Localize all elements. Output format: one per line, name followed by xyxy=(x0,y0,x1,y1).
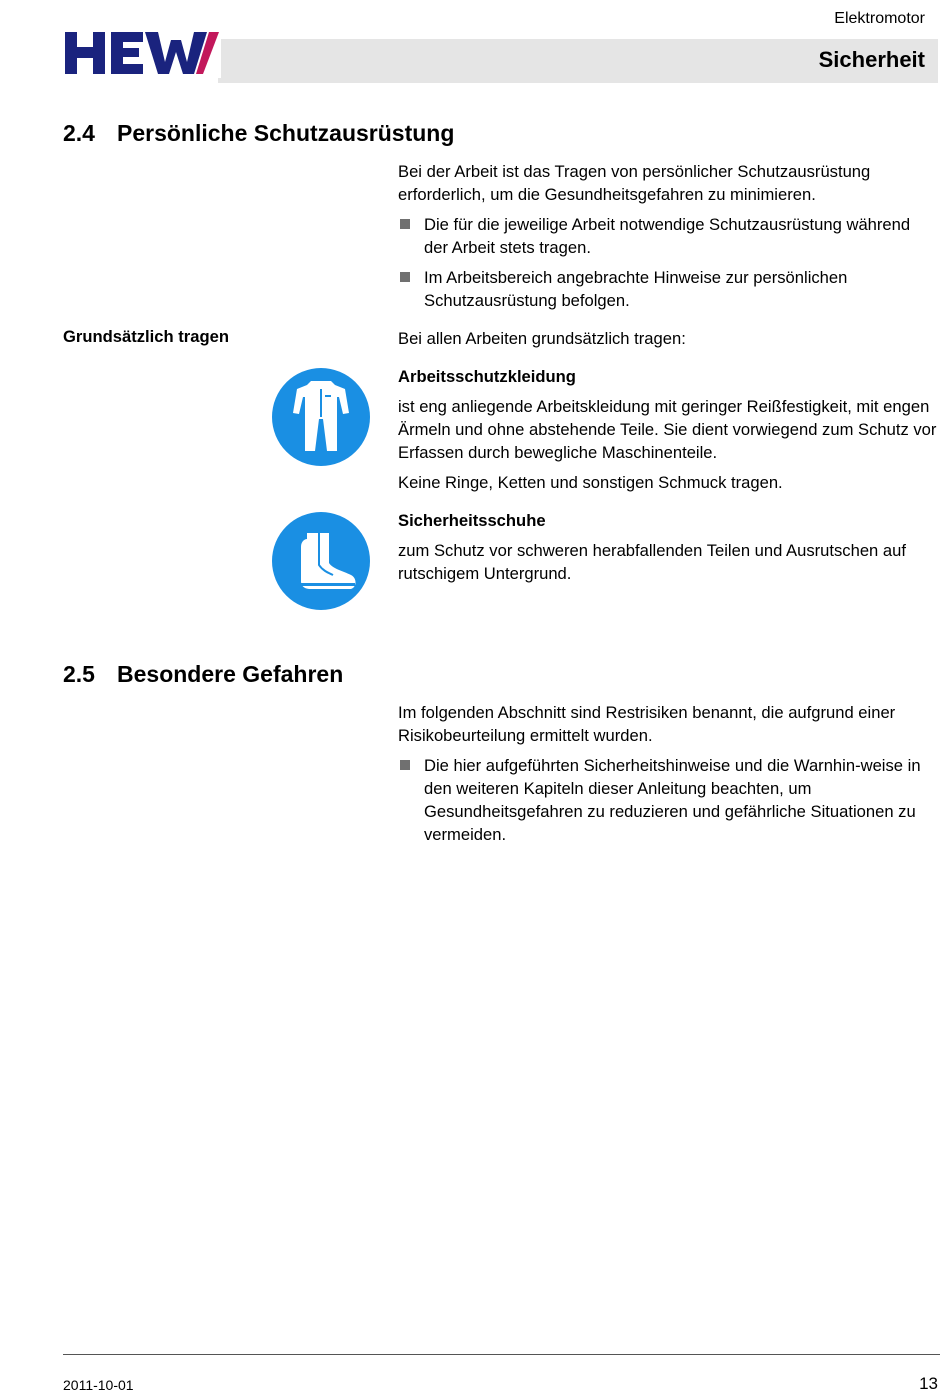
section-2-5-body xyxy=(398,701,938,853)
section-2-4-body xyxy=(398,160,938,319)
hew-logo xyxy=(63,28,221,78)
section-title: Besondere Gefahren xyxy=(117,661,344,687)
bullet-item: Die hier aufgeführten Sicherheitshinweise und die Warnhin-weise in den weiteren Kapiteln dieser Anleitung beachten, um Gesundheitsgefahren zu reduzieren und gefährliche Situationen zu vermeiden. xyxy=(398,754,938,846)
page-number: 13 xyxy=(919,1374,938,1393)
section-number: 2.4 xyxy=(63,120,95,146)
footer-divider xyxy=(63,1354,940,1355)
item-text: zum Schutz vor schweren herabfallenden Teilen und Ausrutschen auf rutschigem Untergrund. xyxy=(398,541,906,583)
bullet-item: Die für die jeweilige Arbeit notwendige Schutzausrüstung während der Arbeit stets tragen. xyxy=(398,213,938,259)
always-wear-intro: Bei allen Arbeiten grundsätzlich tragen: xyxy=(398,329,686,348)
section-number: 2.5 xyxy=(63,661,95,687)
section-heading-2-5 xyxy=(63,661,343,688)
protective-clothing-icon xyxy=(271,367,371,467)
intro-paragraph: Bei der Arbeit ist das Tragen von persönlicher Schutzausrüstung erforderlich, um die Gesundheitsgefahren zu minimieren. xyxy=(398,162,871,204)
item-text: ist eng anliegende Arbeitskleidung mit geringer Reißfestigkeit, mit engen Ärmeln und ohne abstehende Teile. Sie dient vorwiegend zum Schutz vor Erfassen durch bewegliche Maschinenteile. xyxy=(398,397,937,462)
safety-boots-icon xyxy=(271,511,371,611)
document-type: Elektromotor xyxy=(834,10,925,27)
item-protective-clothing xyxy=(398,365,938,501)
item-safety-boots xyxy=(398,509,938,592)
chapter-title: Sicherheit xyxy=(818,47,925,72)
item-title: Sicherheitsschuhe xyxy=(398,511,546,530)
item-title: Arbeitsschutzkleidung xyxy=(398,367,576,386)
bullet-item: Im Arbeitsbereich angebrachte Hinweise zur persönlichen Schutzausrüstung befolgen. xyxy=(398,266,938,312)
intro-paragraph: Im folgenden Abschnitt sind Restrisiken benannt, die aufgrund einer Risikobeurteilung ermittelt wurden. xyxy=(398,703,896,745)
item-extra-text: Keine Ringe, Ketten und sonstigen Schmuck tragen. xyxy=(398,473,783,492)
section-heading-2-4 xyxy=(63,120,454,147)
section-title: Persönliche Schutzausrüstung xyxy=(117,120,455,146)
side-label-always-wear: Grundsätzlich tragen xyxy=(63,327,229,346)
footer-date: 2011-10-01 xyxy=(63,1377,134,1393)
